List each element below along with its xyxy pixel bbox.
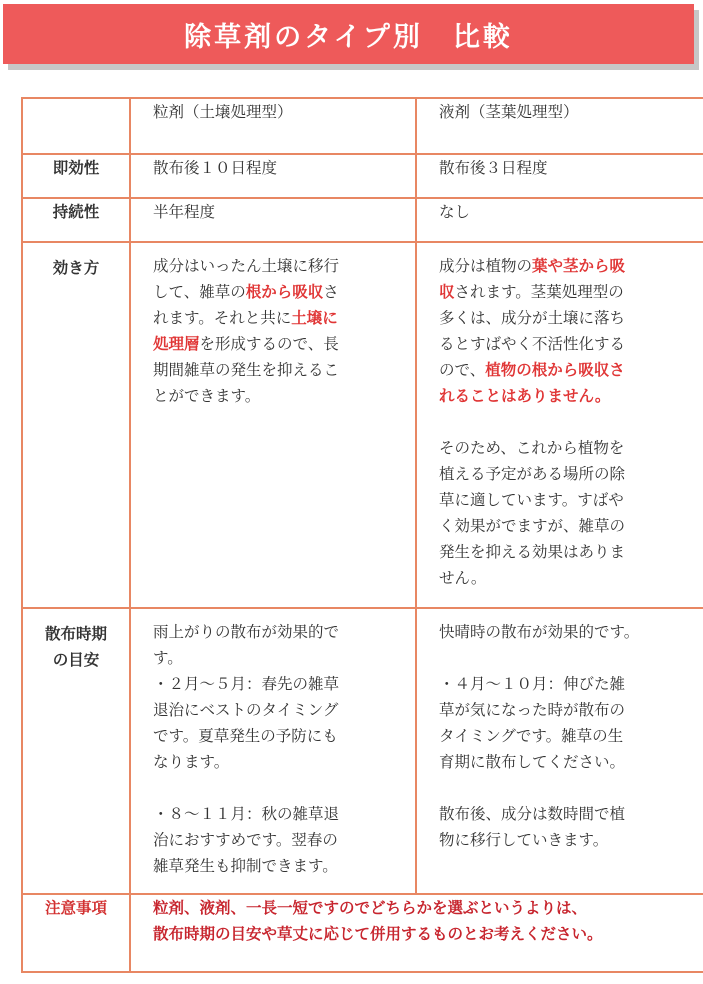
highlight-text: 葉や茎から吸 収: [439, 257, 626, 301]
cell-duration-liquid: なし: [416, 198, 703, 242]
cell-speed-liquid: 散布後３日程度: [416, 154, 703, 198]
table-header-row: [22, 98, 703, 154]
table-row-timing: [22, 608, 703, 894]
timing-liquid-text-3: 散布後、成分は数時間で植 物に移行していきます。: [439, 805, 626, 849]
highlight-text: 植物の根から吸収さ れることはありません。: [439, 361, 625, 405]
timing-granule-text-2: ・８〜１１月：秋の雑草退 治におすすめです。翌春の 雑草発生も抑制できます。: [153, 805, 340, 875]
row-label-notes: 注意事項: [22, 894, 130, 972]
comparison-table: [21, 97, 703, 973]
timing-liquid-text-2: ・４月〜１０月：伸びた雑 草が気になった時が散布の タイミングです。雑草の生 育期に散布してください。: [439, 675, 626, 771]
text-segment: されます。茎葉処理型の 多くは、成分が土壌に落ち るとすばやく不活性化する ので、: [439, 283, 626, 379]
highlight-text: 根から吸収: [245, 283, 324, 301]
cell-duration-granule: 半年程度: [130, 198, 416, 242]
mechanism-liquid-note: そのため、これから植物を 植える予定がある場所の除 草に適しています。すばや く効果がでますが、雑草の 発生を抑える効果はありま せん。: [439, 439, 626, 587]
header-corner-cell: [22, 98, 130, 154]
cell-speed-granule: 散布後１０日程度: [130, 154, 416, 198]
row-label-duration: 持続性: [22, 198, 130, 242]
row-label-timing: [22, 608, 130, 894]
column-header-liquid: 液剤（茎葉処理型）: [416, 98, 703, 154]
table-row-speed: [22, 154, 703, 198]
cell-mechanism-granule: [130, 242, 416, 608]
timing-label-text: 散布時期 の目安: [44, 625, 107, 669]
cell-timing-granule: [130, 608, 416, 894]
text-segment: さ れます。それと共に: [153, 283, 339, 327]
column-header-granule: 粒剤（土壌処理型）: [130, 98, 416, 154]
text-segment: 成分は植物の: [439, 257, 533, 275]
cell-timing-liquid: [416, 608, 703, 894]
mechanism-liquid-text: [439, 253, 703, 409]
table-row-mechanism: [22, 242, 703, 608]
page-title: 除草剤のタイプ別 比較: [184, 21, 513, 53]
notes-text: 粒剤、液剤、一長一短ですのでどちらかを選ぶというよりは、 散布時期の目安や草丈に応じて併用するものとお考えください。: [130, 894, 703, 972]
timing-liquid-text-1: 快晴時の散布が効果的です。: [439, 623, 640, 641]
text-segment: 成分はいったん土壌に移行 して、雑草の: [153, 257, 340, 301]
title-banner: [3, 4, 694, 64]
row-label-mechanism: 効き方: [22, 242, 130, 608]
mechanism-granule-text: [153, 253, 405, 409]
cell-mechanism-liquid: [416, 242, 703, 608]
table-row-duration: [22, 198, 703, 242]
highlight-text: 土壌に 処理層: [153, 309, 338, 353]
text-segment: を形成するので、長 期間雑草の発生を抑えるこ とができます。: [153, 335, 340, 405]
timing-granule-text-1: 雨上がりの散布が効果的で す。 ・２月〜５月：春先の雑草 退治にベストのタイミング です。夏草発生の予防にも なります。: [153, 623, 340, 771]
table-row-notes: [22, 894, 703, 972]
row-label-speed: 即効性: [22, 154, 130, 198]
